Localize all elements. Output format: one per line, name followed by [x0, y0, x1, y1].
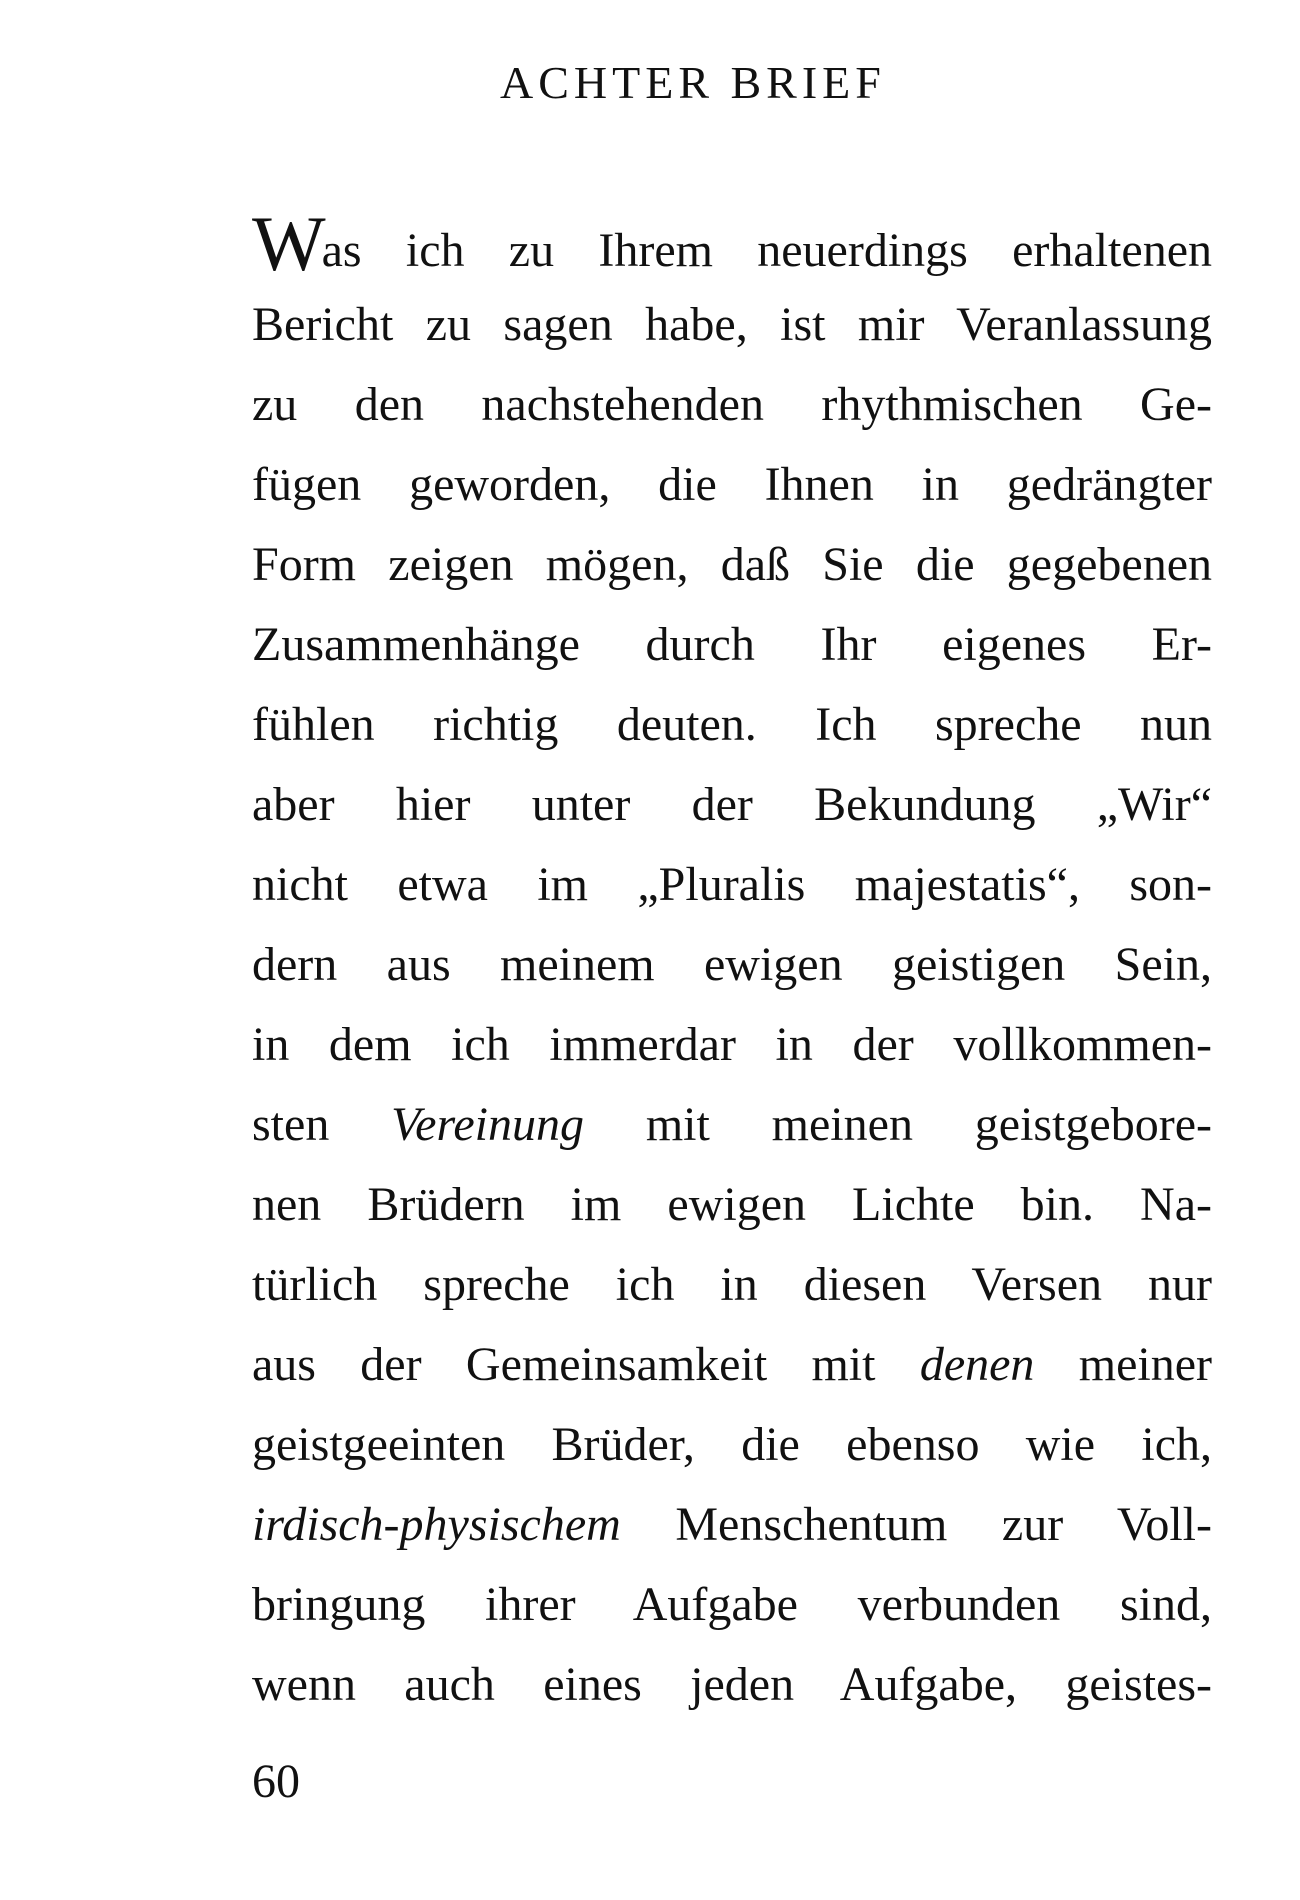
italic-segment: denen [919, 1338, 1035, 1391]
text-segment: dern aus meinem ewigen geistigen Sein, [252, 938, 1212, 991]
chapter-title: ACHTER BRIEF [500, 57, 886, 108]
text-line [252, 1325, 1212, 1405]
text-segment: fühlen richtig deuten. Ich spreche nun [252, 698, 1212, 751]
text-segment: bringung ihrer Aufgabe verbunden sind, [252, 1578, 1212, 1631]
text-line [252, 1645, 1212, 1725]
text-segment: aus der Gemeinsamkeit mit [252, 1338, 920, 1391]
text-segment: in dem ich immerdar in der vollkommen- [252, 1018, 1212, 1071]
text-line [252, 285, 1212, 365]
text-segment: Bericht zu sagen habe, ist mir Veranlassung [252, 298, 1212, 351]
text-segment: Form zeigen mögen, daß Sie die gegebenen [252, 538, 1212, 591]
text-line [252, 205, 1212, 285]
text-line [252, 845, 1212, 925]
text-line [252, 1245, 1212, 1325]
italic-segment: irdisch-physischem [252, 1498, 621, 1551]
text-segment: as ich zu Ihrem neuerdings erhaltenen [321, 224, 1212, 277]
page-number: 60 [252, 1755, 300, 1808]
text-line [252, 925, 1212, 1005]
text-line [252, 525, 1212, 605]
body-text [252, 205, 1212, 1725]
text-line [252, 1565, 1212, 1645]
text-segment: Menschentum zur Voll- [620, 1498, 1212, 1551]
text-segment: türlich spreche ich in diesen Versen nur [252, 1258, 1212, 1311]
italic-segment: Vereinung [391, 1098, 584, 1151]
text-segment: wenn auch eines jeden Aufgabe, geistes- [252, 1658, 1212, 1711]
text-segment: aber hier unter der Bekundung „Wir“ [252, 778, 1212, 831]
text-segment: meiner [1034, 1338, 1212, 1391]
text-line [252, 365, 1212, 445]
text-segment: geistgeeinten Brüder, die ebenso wie ich, [252, 1418, 1212, 1471]
text-line [252, 1485, 1212, 1565]
text-line [252, 445, 1212, 525]
text-line [252, 1165, 1212, 1245]
text-segment: nicht etwa im „Pluralis majestatis“, son- [252, 858, 1212, 911]
text-segment: Zusammenhänge durch Ihr eigenes Er- [252, 618, 1212, 671]
text-segment: sten [252, 1098, 392, 1151]
text-segment: zu den nachstehenden rhythmischen Ge- [252, 378, 1212, 431]
text-line [252, 1085, 1212, 1165]
drop-cap: W [252, 205, 326, 285]
text-line [252, 685, 1212, 765]
text-line [252, 765, 1212, 845]
text-line [252, 605, 1212, 685]
text-line [252, 1005, 1212, 1085]
text-segment: fügen geworden, die Ihnen in gedrängter [252, 458, 1212, 511]
text-line [252, 1405, 1212, 1485]
text-segment: nen Brüdern im ewigen Lichte bin. Na- [252, 1178, 1212, 1231]
text-segment: mit meinen geistgebore- [584, 1098, 1212, 1151]
